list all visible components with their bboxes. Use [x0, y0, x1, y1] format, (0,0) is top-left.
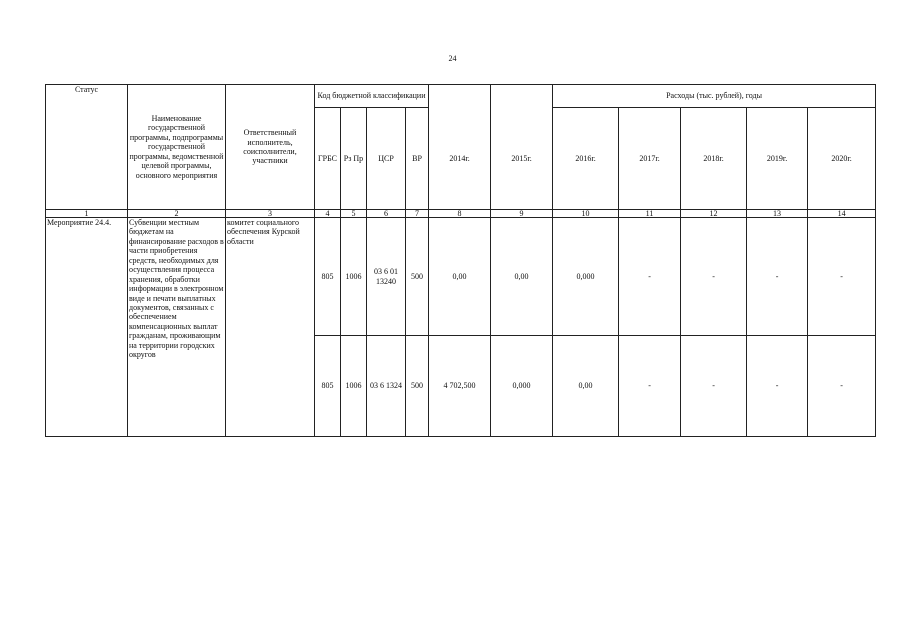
- col-num: 7: [406, 210, 429, 218]
- row-responsible: комитет социального обеспечения Курской области: [226, 218, 315, 437]
- table-row: [46, 218, 876, 336]
- header-status: Статус: [46, 85, 128, 108]
- header-status-cont: [46, 108, 128, 210]
- header-csr: ЦСР: [367, 108, 406, 210]
- header-expenses: Расходы (тыс. рублей), годы: [553, 85, 876, 108]
- col-num: 1: [46, 210, 128, 218]
- row-value-2014: 4 702,500: [429, 336, 491, 437]
- col-num: 4: [315, 210, 341, 218]
- row-value-2020: -: [808, 336, 876, 437]
- col-num: 13: [747, 210, 808, 218]
- row-value-2015: 0,000: [491, 336, 553, 437]
- col-num: 9: [491, 210, 553, 218]
- col-num: 11: [619, 210, 681, 218]
- row-value-2016: 0,00: [553, 336, 619, 437]
- row-csr: 03 6 1324: [367, 336, 406, 437]
- row-value-2015: 0,00: [491, 218, 553, 336]
- column-number-row: [46, 210, 876, 218]
- row-value-2020: -: [808, 218, 876, 336]
- budget-table: [45, 84, 876, 437]
- row-rzpr: 1006: [341, 218, 367, 336]
- header-rzpr: Рз Пр: [341, 108, 367, 210]
- col-num: 6: [367, 210, 406, 218]
- row-value-2016: 0,000: [553, 218, 619, 336]
- row-value-2014: 0,00: [429, 218, 491, 336]
- row-value-2017: -: [619, 218, 681, 336]
- row-rzpr: 1006: [341, 336, 367, 437]
- col-num: 10: [553, 210, 619, 218]
- header-year-2016: 2016г.: [553, 108, 619, 210]
- row-vr: 500: [406, 218, 429, 336]
- row-value-2018: -: [681, 336, 747, 437]
- row-name: Субвенции местным бюджетам на финансирование расходов в части приобретения средств, необходимых для осуществления процесса хранения, обработки информации в электронном виде и печати выплатных документов, связанных с обеспечением компенсационных выплат гражданам, проживающим на территории городских округов: [128, 218, 226, 437]
- header-empty-9: [491, 85, 553, 108]
- col-num: 5: [341, 210, 367, 218]
- header-year-2020: 2020г.: [808, 108, 876, 210]
- row-grbs: 805: [315, 336, 341, 437]
- header-row-top: [46, 85, 876, 108]
- header-year-2017: 2017г.: [619, 108, 681, 210]
- header-year-2018: 2018г.: [681, 108, 747, 210]
- col-num: 3: [226, 210, 315, 218]
- row-value-2018: -: [681, 218, 747, 336]
- row-status: Мероприятие 24.4.: [46, 218, 128, 437]
- row-value-2019: -: [747, 336, 808, 437]
- col-num: 14: [808, 210, 876, 218]
- col-num: 2: [128, 210, 226, 218]
- header-responsible: Ответственный исполнитель, соисполнители, участники: [226, 85, 315, 210]
- header-vr: ВР: [406, 108, 429, 210]
- header-name: Наименование государственной программы, подпрограммы государственной программы, ведомственной целевой программы, основного мероприятия: [128, 85, 226, 210]
- header-empty-8: [429, 85, 491, 108]
- header-year-2019: 2019г.: [747, 108, 808, 210]
- page-number: 24: [448, 54, 457, 63]
- col-num: 12: [681, 210, 747, 218]
- header-year-2015: 2015г.: [491, 108, 553, 210]
- header-budget-code: Код бюджетной классификации: [315, 85, 429, 108]
- row-vr: 500: [406, 336, 429, 437]
- header-grbs: ГРБС: [315, 108, 341, 210]
- row-value-2017: -: [619, 336, 681, 437]
- header-year-2014: 2014г.: [429, 108, 491, 210]
- row-csr: 03 6 01 13240: [367, 218, 406, 336]
- row-value-2019: -: [747, 218, 808, 336]
- col-num: 8: [429, 210, 491, 218]
- row-grbs: 805: [315, 218, 341, 336]
